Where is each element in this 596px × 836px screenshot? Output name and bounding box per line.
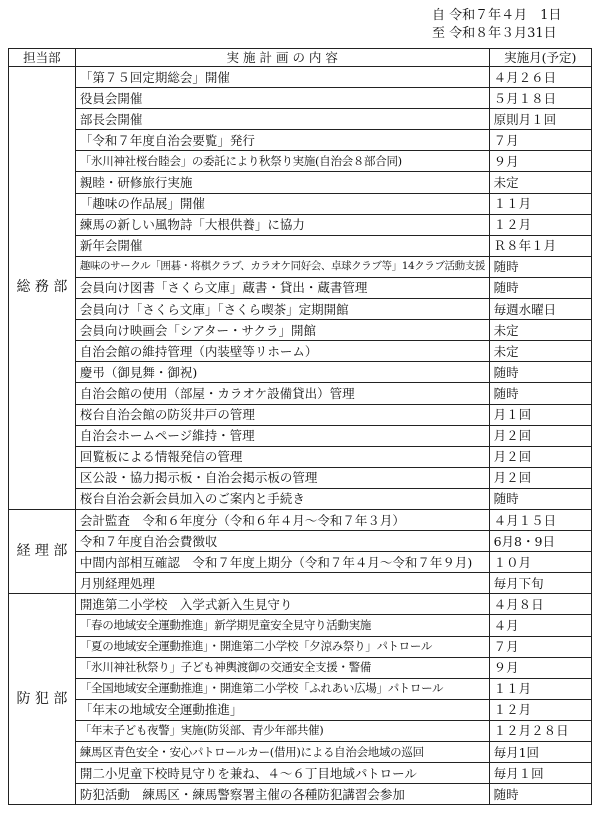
plan-content-cell: 「全国地域安全運動推進」・開進第二小学校「ふれあい広場」パトロール xyxy=(75,678,489,699)
table-row xyxy=(9,130,592,151)
table-row xyxy=(9,742,592,763)
plan-month-cell: 毎月1回 xyxy=(489,742,591,763)
table-row xyxy=(9,383,592,404)
plan-month-cell: ４月１５日 xyxy=(489,509,591,530)
plan-content-cell: 会計監査 令和６年度分（令和６年４月～令和７年３月） xyxy=(75,509,489,530)
plan-content-cell: 部長会開催 xyxy=(75,109,489,130)
plan-content-cell: 月別経理処理 xyxy=(75,573,489,594)
header-row xyxy=(9,49,592,67)
department-cell: 防 犯 部 xyxy=(9,594,76,805)
plan-month-cell: １１月 xyxy=(489,678,591,699)
department-cell: 総 務 部 xyxy=(9,67,76,510)
table-row xyxy=(9,488,592,509)
table-row xyxy=(9,193,592,214)
plan-month-cell: Ｒ８年１月 xyxy=(489,235,591,256)
plan-month-cell: 原則月１回 xyxy=(489,109,591,130)
table-body xyxy=(9,67,592,805)
plan-content-cell: 自治会館の使用（部屋・カラオケ設備貸出）管理 xyxy=(75,383,489,404)
table-row xyxy=(9,467,592,488)
plan-content-cell: 「年末の地域安全運動推進」 xyxy=(75,699,489,720)
plan-content-cell: 回覧板による情報発信の管理 xyxy=(75,446,489,467)
plan-month-cell: ４月８日 xyxy=(489,594,591,615)
plan-content-cell: 桜台自治会館の防災井戸の管理 xyxy=(75,404,489,425)
table-row xyxy=(9,594,592,615)
plan-month-cell: 6月8・9日 xyxy=(489,531,591,552)
department-cell: 経 理 部 xyxy=(9,509,76,593)
table-row xyxy=(9,277,592,298)
plan-month-cell: 毎月下旬 xyxy=(489,573,591,594)
table-row xyxy=(9,88,592,109)
header-month: 実施月(予定) xyxy=(489,49,591,67)
table-row xyxy=(9,573,592,594)
plan-content-cell: 「令和７年度自治会要覧」発行 xyxy=(75,130,489,151)
plan-month-cell: ７月 xyxy=(489,636,591,657)
plan-content-cell: 自治会館の維持管理（内装壁等リホーム） xyxy=(75,341,489,362)
plan-month-cell: １０月 xyxy=(489,552,591,573)
table-row xyxy=(9,446,592,467)
plan-month-cell: 未定 xyxy=(489,320,591,341)
table-row xyxy=(9,172,592,193)
plan-content-cell: 「春の地域安全運動推進」新学期児童安全見守り活動実施 xyxy=(75,615,489,636)
plan-month-cell: ４月２６日 xyxy=(489,67,591,88)
plan-month-cell: 未定 xyxy=(489,172,591,193)
table-row xyxy=(9,784,592,805)
plan-month-cell: １２月 xyxy=(489,699,591,720)
plan-month-cell: 随時 xyxy=(489,362,591,383)
plan-month-cell: １１月 xyxy=(489,193,591,214)
plan-content-cell: 「第７５回定期総会」開催 xyxy=(75,67,489,88)
plan-content-cell: 会員向け映画会「シアター・サクラ」開館 xyxy=(75,320,489,341)
plan-month-cell: 月２回 xyxy=(489,425,591,446)
plan-month-cell: 月２回 xyxy=(489,467,591,488)
plan-month-cell: ４月 xyxy=(489,615,591,636)
table-row xyxy=(9,678,592,699)
plan-content-cell: 親睦・研修旅行実施 xyxy=(75,172,489,193)
plan-month-cell: 随時 xyxy=(489,488,591,509)
plan-content-cell: 「氷川神社桜台睦会」の委託により秋祭り実施(自治会８部合同) xyxy=(75,151,489,172)
period-end: 至 令和８年３月31日 xyxy=(432,26,557,41)
plan-content-cell: 自治会ホームページ維持・管理 xyxy=(75,425,489,446)
plan-month-cell: ７月 xyxy=(489,130,591,151)
plan-month-cell: １２月２８日 xyxy=(489,720,591,741)
table-row xyxy=(9,235,592,256)
plan-month-cell: 月１回 xyxy=(489,404,591,425)
plan-content-cell: 会員向け「さくら文庫」「さくら喫茶」定期開館 xyxy=(75,299,489,320)
plan-content-cell: 「年末子ども夜警」実施(防災部、青少年部共催) xyxy=(75,720,489,741)
plan-month-cell: ５月１８日 xyxy=(489,88,591,109)
table-row xyxy=(9,151,592,172)
plan-content-cell: 開進第二小学校 入学式新入生見守り xyxy=(75,594,489,615)
table-row xyxy=(9,362,592,383)
period-start: 自 令和７年４月 1日 xyxy=(432,8,562,23)
table-row xyxy=(9,67,592,88)
table-row xyxy=(9,320,592,341)
plan-content-cell: 「夏の地域安全運動推進」・開進第二小学校「夕涼み祭り」パトロール xyxy=(75,636,489,657)
plan-content-cell: 桜台自治会新会員加入のご案内と手続き xyxy=(75,488,489,509)
table-row xyxy=(9,531,592,552)
plan-content-cell: 練馬の新しい風物詩「大根供養」に協力 xyxy=(75,214,489,235)
plan-month-cell: １２月 xyxy=(489,214,591,235)
plan-content-cell: 令和７年度自治会費徴収 xyxy=(75,531,489,552)
table-row xyxy=(9,699,592,720)
table-row xyxy=(9,657,592,678)
table-row xyxy=(9,341,592,362)
plan-month-cell: 毎週水曜日 xyxy=(489,299,591,320)
plan-content-cell: 区公設・協力掲示板・自治会掲示板の管理 xyxy=(75,467,489,488)
plan-month-cell: 随時 xyxy=(489,277,591,298)
plan-month-cell: 月２回 xyxy=(489,446,591,467)
table-row xyxy=(9,256,592,277)
table-row xyxy=(9,109,592,130)
plan-content-cell: 防犯活動 練馬区・練馬警察署主催の各種防犯講習会参加 xyxy=(75,784,489,805)
activity-plan-table xyxy=(8,48,592,805)
header-content: 実 施 計 画 の 内 容 xyxy=(75,49,489,67)
plan-content-cell: 「氷川神社秋祭り」子ども神輿渡御の交通安全支援・警備 xyxy=(75,657,489,678)
table-row xyxy=(9,425,592,446)
plan-month-cell: 未定 xyxy=(489,341,591,362)
table-row xyxy=(9,615,592,636)
table-row xyxy=(9,636,592,657)
plan-month-cell: 毎月１回 xyxy=(489,763,591,784)
plan-content-cell: 役員会開催 xyxy=(75,88,489,109)
plan-content-cell: 開二小児童下校時見守りを兼ね、４～６丁目地域パトロール xyxy=(75,763,489,784)
table-row xyxy=(9,552,592,573)
table-row xyxy=(9,509,592,530)
plan-month-cell: 随時 xyxy=(489,256,591,277)
table-row xyxy=(9,720,592,741)
plan-month-cell: ９月 xyxy=(489,657,591,678)
plan-month-cell: 随時 xyxy=(489,784,591,805)
plan-content-cell: 練馬区青色安全・安心パトロールカー(借用)による自治会地域の巡回 xyxy=(75,742,489,763)
plan-month-cell: 随時 xyxy=(489,383,591,404)
plan-content-cell: 「趣味の作品展」開催 xyxy=(75,193,489,214)
plan-content-cell: 中間内部相互確認 令和７年度上期分（令和７年４月～令和７年９月) xyxy=(75,552,489,573)
table-row xyxy=(9,299,592,320)
plan-content-cell: 趣味のサークル「囲碁・将棋クラブ、カラオケ同好会、卓球クラブ等」14クラブ活動支援 xyxy=(75,256,489,277)
table-row xyxy=(9,404,592,425)
plan-content-cell: 慶弔（御見舞・御祝) xyxy=(75,362,489,383)
header-dept: 担当部 xyxy=(9,49,76,67)
table-row xyxy=(9,214,592,235)
table-row xyxy=(9,763,592,784)
plan-month-cell: ９月 xyxy=(489,151,591,172)
plan-content-cell: 会員向け図書「さくら文庫」蔵書・貸出・蔵書管理 xyxy=(75,277,489,298)
plan-content-cell: 新年会開催 xyxy=(75,235,489,256)
